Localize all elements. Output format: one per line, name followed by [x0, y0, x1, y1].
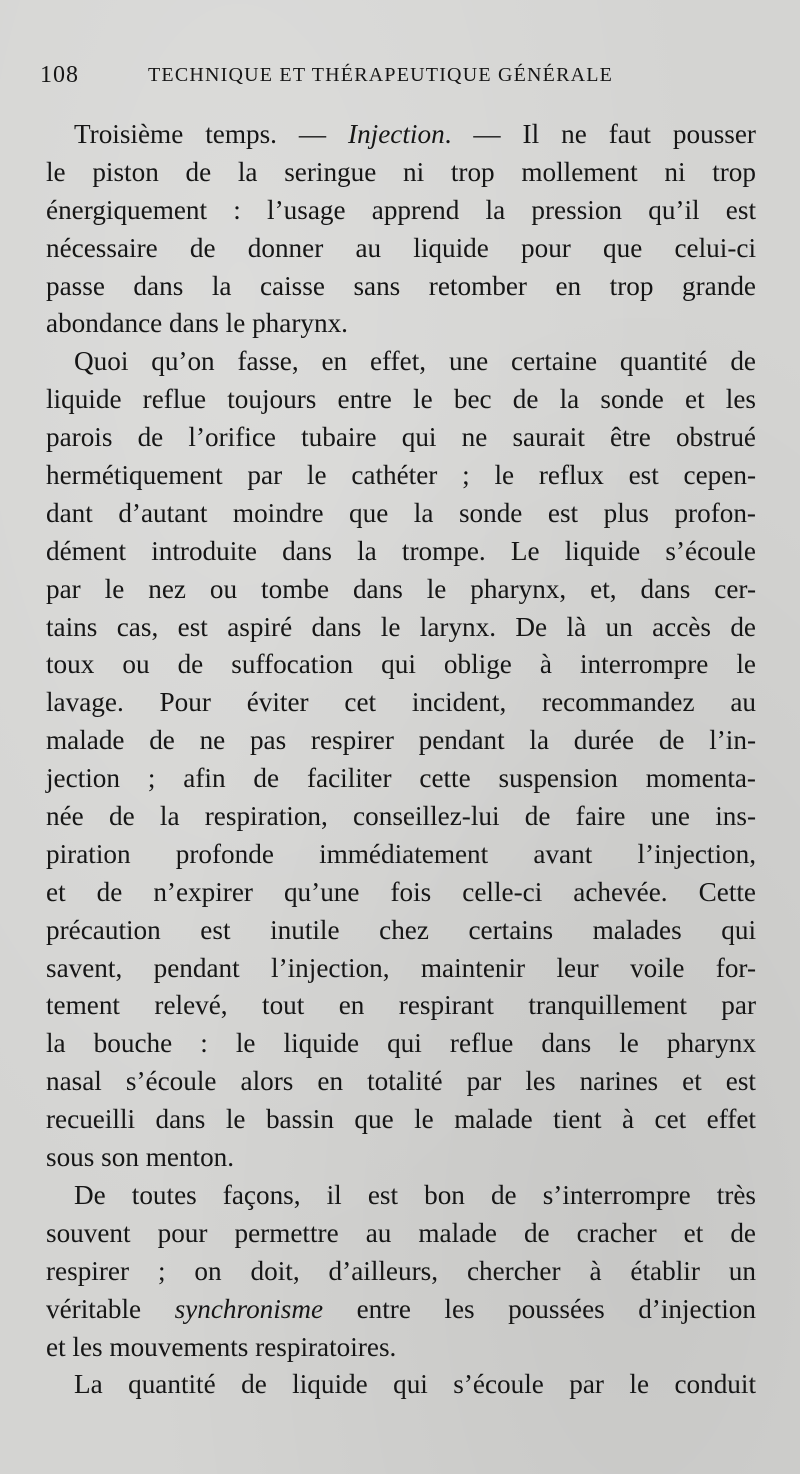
italic-term: Injection — [348, 119, 445, 149]
text-line: savent, pendant l’injection, maintenir leur voile for- — [46, 952, 756, 983]
text-line: précaution est inutile chez certains malades qui — [46, 914, 756, 945]
text-line: liquide reflue toujours entre le bec de la sonde et les — [46, 384, 756, 415]
text-line: le piston de la seringue ni trop mollement ni trop — [46, 156, 756, 187]
text-line: et de n’expirer qu’une fois celle-ci achevée. Cette — [46, 876, 756, 907]
text-line: tement relevé, tout en respirant tranquillement par — [46, 990, 756, 1021]
text-line: nasal s’écoule alors en totalité par les narines et est — [46, 1066, 756, 1097]
body-text — [46, 116, 756, 1404]
text-line: jection ; afin de faciliter cette suspension momenta- — [46, 763, 756, 794]
text-line: Quoi qu’on fasse, en effet, une certaine quantité de — [74, 346, 756, 377]
text-line: De toutes façons, il est bon de s’interrompre très — [74, 1179, 756, 1210]
text-line: et les mouvements respiratoires. — [46, 1331, 397, 1362]
text-line: recueilli dans le bassin que le malade tient à cet effet — [46, 1104, 756, 1135]
italic-term: synchronisme — [174, 1293, 324, 1324]
text-line: abondance dans le pharynx. — [46, 308, 348, 339]
text-line: parois de l’orifice tubaire qui ne saurait être obstrué — [46, 422, 756, 453]
text-line: Troisième temps. — Injection. — Il ne faut pousser — [74, 119, 756, 149]
running-title: TECHNIQUE ET THÉRAPEUTIQUE GÉNÉRALE — [148, 64, 614, 86]
text-line: piration profonde immédiatement avant l’injection, — [46, 838, 756, 869]
text-line: La quantité de liquide qui s’écoule par le conduit — [74, 1369, 756, 1400]
text-line: dément introduite dans la trompe. Le liquide s’écoule — [46, 535, 756, 566]
text-line: la bouche : le liquide qui reflue dans le pharynx — [46, 1028, 756, 1059]
text-line: par le nez ou tombe dans le pharynx, et, dans cer- — [46, 573, 756, 604]
text-line: souvent pour permettre au malade de cracher et de — [46, 1217, 756, 1248]
page-number: 108 — [40, 62, 79, 88]
text-line: malade de ne pas respirer pendant la durée de l’in- — [46, 725, 756, 756]
text-line: née de la respiration, conseillez-lui de faire une ins- — [46, 801, 756, 832]
text-line: toux ou de suffocation qui oblige à interrompre le — [46, 649, 756, 680]
text-line: passe dans la caisse sans retomber en trop grande — [46, 270, 756, 301]
text-line: respirer ; on doit, d’ailleurs, chercher à établir un — [46, 1255, 756, 1286]
text-line: énergiquement : l’usage apprend la pression qu’il est — [46, 194, 756, 225]
text-line: tains cas, est aspiré dans le larynx. De là un accès de — [46, 611, 756, 642]
text-line: dant d’autant moindre que la sonde est plus profon- — [46, 497, 756, 528]
text-line: nécessaire de donner au liquide pour que celui-ci — [46, 232, 756, 263]
text-line: sous son menton. — [46, 1142, 235, 1173]
text-line: hermétiquement par le cathéter ; le reflux est cepen- — [46, 460, 756, 491]
running-head — [40, 62, 760, 102]
text-line: véritable synchronisme entre les poussées d’injection — [46, 1293, 756, 1324]
text-line: lavage. Pour éviter cet incident, recommandez au — [46, 687, 756, 718]
